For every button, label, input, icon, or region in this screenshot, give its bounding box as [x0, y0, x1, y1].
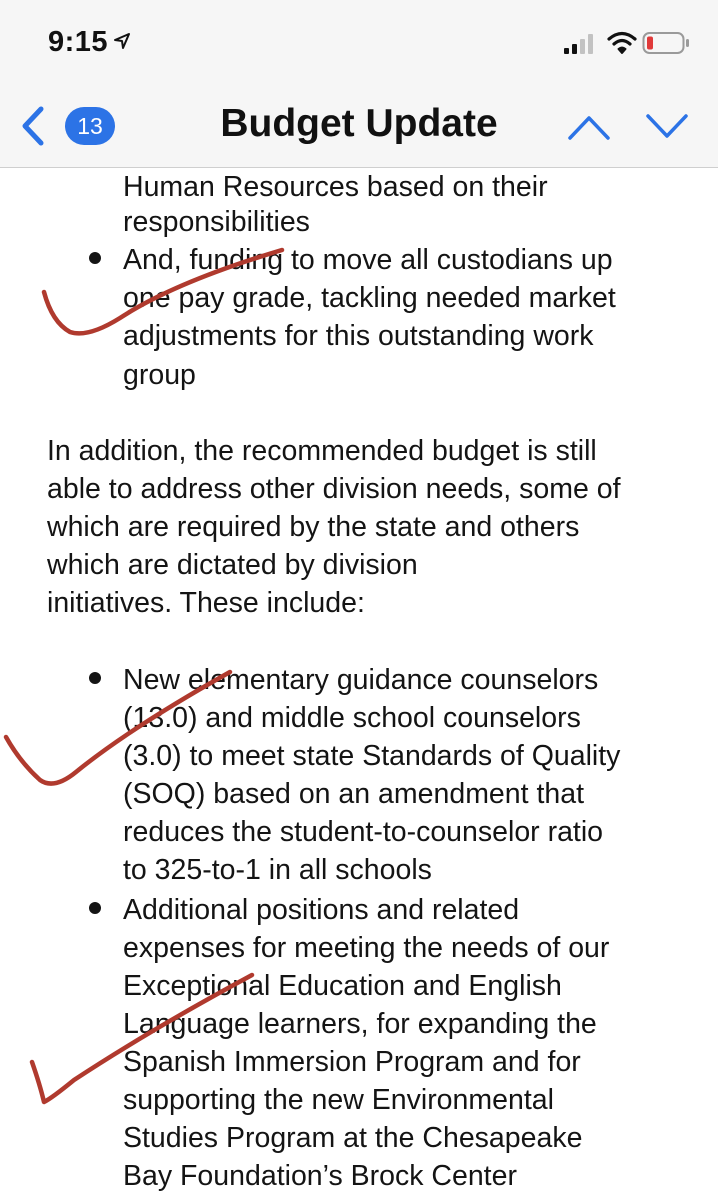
- text-line: Spanish Immersion Program and for: [123, 1046, 581, 1078]
- text-line: (SOQ) based on an amendment that: [123, 778, 585, 810]
- text-line: reduces the student-to-counselor ratio: [123, 816, 604, 848]
- text-line: Exceptional Education and English: [123, 970, 562, 1002]
- unread-count-badge: 13: [65, 107, 115, 145]
- text-line: supporting the new Environmental: [123, 1084, 554, 1116]
- battery-low-icon: [642, 31, 690, 55]
- text-line: which are required by the state and others: [47, 511, 580, 543]
- bullet-dot: [89, 902, 101, 914]
- text-line: able to address other division needs, some of: [47, 473, 621, 505]
- nav-bar: [0, 88, 718, 168]
- text-line: group: [123, 359, 196, 391]
- text-line: Human Resources based on their: [123, 171, 548, 203]
- text-line: (13.0) and middle school counselors: [123, 702, 581, 734]
- text-line: one pay grade, tackling needed market: [123, 282, 616, 314]
- text-line: Additional positions and related: [123, 894, 520, 926]
- message-body: [0, 168, 718, 1200]
- page-title: Budget Update: [220, 102, 498, 145]
- previous-message-button[interactable]: [566, 110, 612, 144]
- location-arrow-icon: [113, 32, 131, 50]
- next-message-button[interactable]: [644, 110, 690, 144]
- text-line: New elementary guidance counselors: [123, 664, 599, 696]
- text-line: which are dictated by division: [47, 549, 418, 581]
- chevron-up-icon: [566, 110, 612, 144]
- cellular-signal-icon: [562, 34, 598, 54]
- text-line: In addition, the recommended budget is still: [47, 435, 597, 467]
- bullet-dot: [89, 672, 101, 684]
- text-line: to 325-to-1 in all schools: [123, 854, 432, 886]
- text-line: (3.0) to meet state Standards of Quality: [123, 740, 621, 772]
- text-line: responsibilities: [123, 206, 310, 238]
- text-line: Language learners, for expanding the: [123, 1008, 597, 1040]
- text-line: expenses for meeting the needs of our: [123, 932, 610, 964]
- text-line: Bay Foundation’s Brock Center: [123, 1160, 517, 1192]
- bullet-dot: [89, 252, 101, 264]
- text-line: And, funding to move all custodians up: [123, 244, 613, 276]
- text-line: Studies Program at the Chesapeake: [123, 1122, 583, 1154]
- status-bar: [0, 0, 718, 88]
- wifi-icon: [607, 31, 637, 55]
- text-line: adjustments for this outstanding work: [123, 320, 594, 352]
- chevron-down-icon: [644, 110, 690, 144]
- text-line: initiatives. These include:: [47, 587, 365, 619]
- status-time: 9:15: [48, 26, 109, 58]
